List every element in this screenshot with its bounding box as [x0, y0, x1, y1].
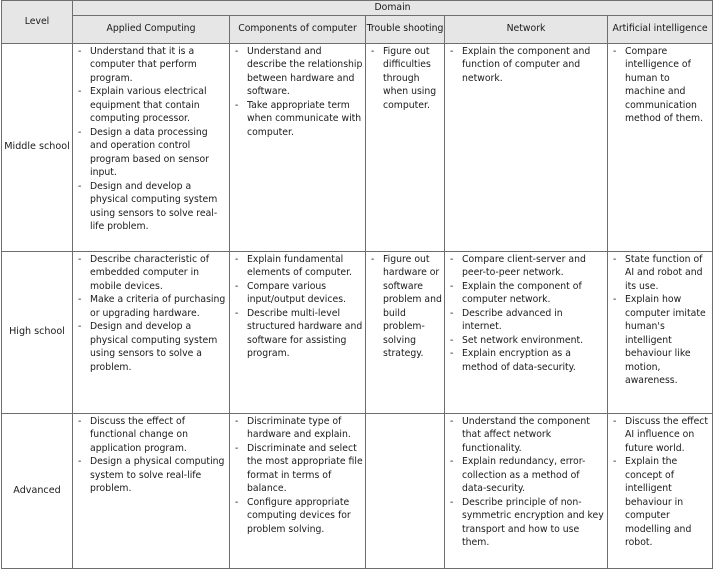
- cell-components-of-computer: [230, 251, 366, 413]
- objective-item: - Design and develop a physical computing system using sensors to solve a problem.: [77, 320, 227, 374]
- objective-item: - Understand the component that affect network functionality.: [449, 415, 605, 456]
- objective-item: - Design a physical computing system to solve real-life problem.: [77, 455, 227, 496]
- cell-artificial-intelligence: [608, 43, 713, 251]
- objective-item: - Explain encryption as a method of data-security.: [449, 347, 605, 374]
- objective-item: - Design a data processing and operation control program based on sensor input.: [77, 126, 227, 180]
- cell-trouble-shooting: [366, 43, 445, 251]
- objective-item: - Explain the component of computer network.: [449, 280, 605, 307]
- objective-item: - Explain various electrical equipment that contain computing processor.: [77, 85, 227, 126]
- objective-item: - Figure out hardware or software problem and build problem-solving strategy.: [370, 253, 442, 361]
- header-network: Network: [445, 15, 608, 43]
- header-artificial-intelligence: Artificial intelligence: [608, 15, 713, 43]
- objective-item: - Understand and describe the relationship between hardware and software.: [234, 45, 363, 99]
- objective-item: - State function of AI and robot and its use.: [612, 253, 710, 294]
- objective-item: - Describe advanced in internet.: [449, 307, 605, 334]
- objective-item: - Describe principle of non-symmetric encryption and key transport and how to use them.: [449, 496, 605, 550]
- header-level: Level: [2, 1, 73, 44]
- objective-item: - Compare various input/output devices.: [234, 280, 363, 307]
- objective-item: - Compare client-server and peer-to-peer network.: [449, 253, 605, 280]
- cell-network: [445, 251, 608, 413]
- cell-applied-computing: [73, 251, 230, 413]
- objective-item: - Take appropriate term when communicate with computer.: [234, 99, 363, 140]
- row-middle-school: [2, 43, 713, 251]
- cell-applied-computing: [73, 43, 230, 251]
- objective-item: - Configure appropriate computing devices for problem solving.: [234, 496, 363, 537]
- objective-item: - Describe multi-level structured hardware and software for assisting program.: [234, 307, 363, 361]
- curriculum-table: [1, 0, 713, 569]
- objective-item: - Make a criteria of purchasing or upgrading hardware.: [77, 293, 227, 320]
- cell-network: [445, 413, 608, 568]
- cell-applied-computing: [73, 413, 230, 568]
- objective-item: - Figure out difficulties through when using computer.: [370, 45, 442, 113]
- objective-item: - Explain how computer imitate human's intelligent behaviour like motion, awareness.: [612, 293, 710, 388]
- objective-item: - Describe characteristic of embedded computer in mobile devices.: [77, 253, 227, 294]
- cell-trouble-shooting: [366, 251, 445, 413]
- cell-artificial-intelligence: [608, 413, 713, 568]
- cell-components-of-computer: [230, 413, 366, 568]
- level-label: Middle school: [2, 43, 73, 251]
- row-advanced: [2, 413, 713, 568]
- header-trouble-shooting: Trouble shooting: [366, 15, 445, 43]
- objective-item: - Design and develop a physical computing system using sensors to solve real-life problem.: [77, 180, 227, 234]
- header-applied-computing: Applied Computing: [73, 15, 230, 43]
- objective-item: - Discriminate type of hardware and explain.: [234, 415, 363, 442]
- objective-item: - Explain redundancy, error-collection as a method of data-security.: [449, 455, 605, 496]
- objective-item: - Set network environment.: [449, 334, 605, 348]
- level-label: High school: [2, 251, 73, 413]
- cell-components-of-computer: [230, 43, 366, 251]
- header-components-of-computer: Components of computer: [230, 15, 366, 43]
- cell-trouble-shooting: [366, 413, 445, 568]
- objective-item: - Understand that it is a computer that perform program.: [77, 45, 227, 86]
- level-label: Advanced: [2, 413, 73, 568]
- objective-item: - Discuss the effect AI influence on future world.: [612, 415, 710, 456]
- objective-item: - Explain fundamental elements of computer.: [234, 253, 363, 280]
- header-domain: Domain: [73, 1, 713, 16]
- objective-item: - Explain the component and function of computer and network.: [449, 45, 605, 86]
- row-high-school: [2, 251, 713, 413]
- objective-item: - Compare intelligence of human to machine and communication method of them.: [612, 45, 710, 126]
- cell-artificial-intelligence: [608, 251, 713, 413]
- objective-item: - Explain the concept of intelligent behaviour in computer modelling and robot.: [612, 455, 710, 550]
- cell-network: [445, 43, 608, 251]
- objective-item: - Discriminate and select the most appropriate file format in terms of balance.: [234, 442, 363, 496]
- objective-item: - Discuss the effect of functional change on application program.: [77, 415, 227, 456]
